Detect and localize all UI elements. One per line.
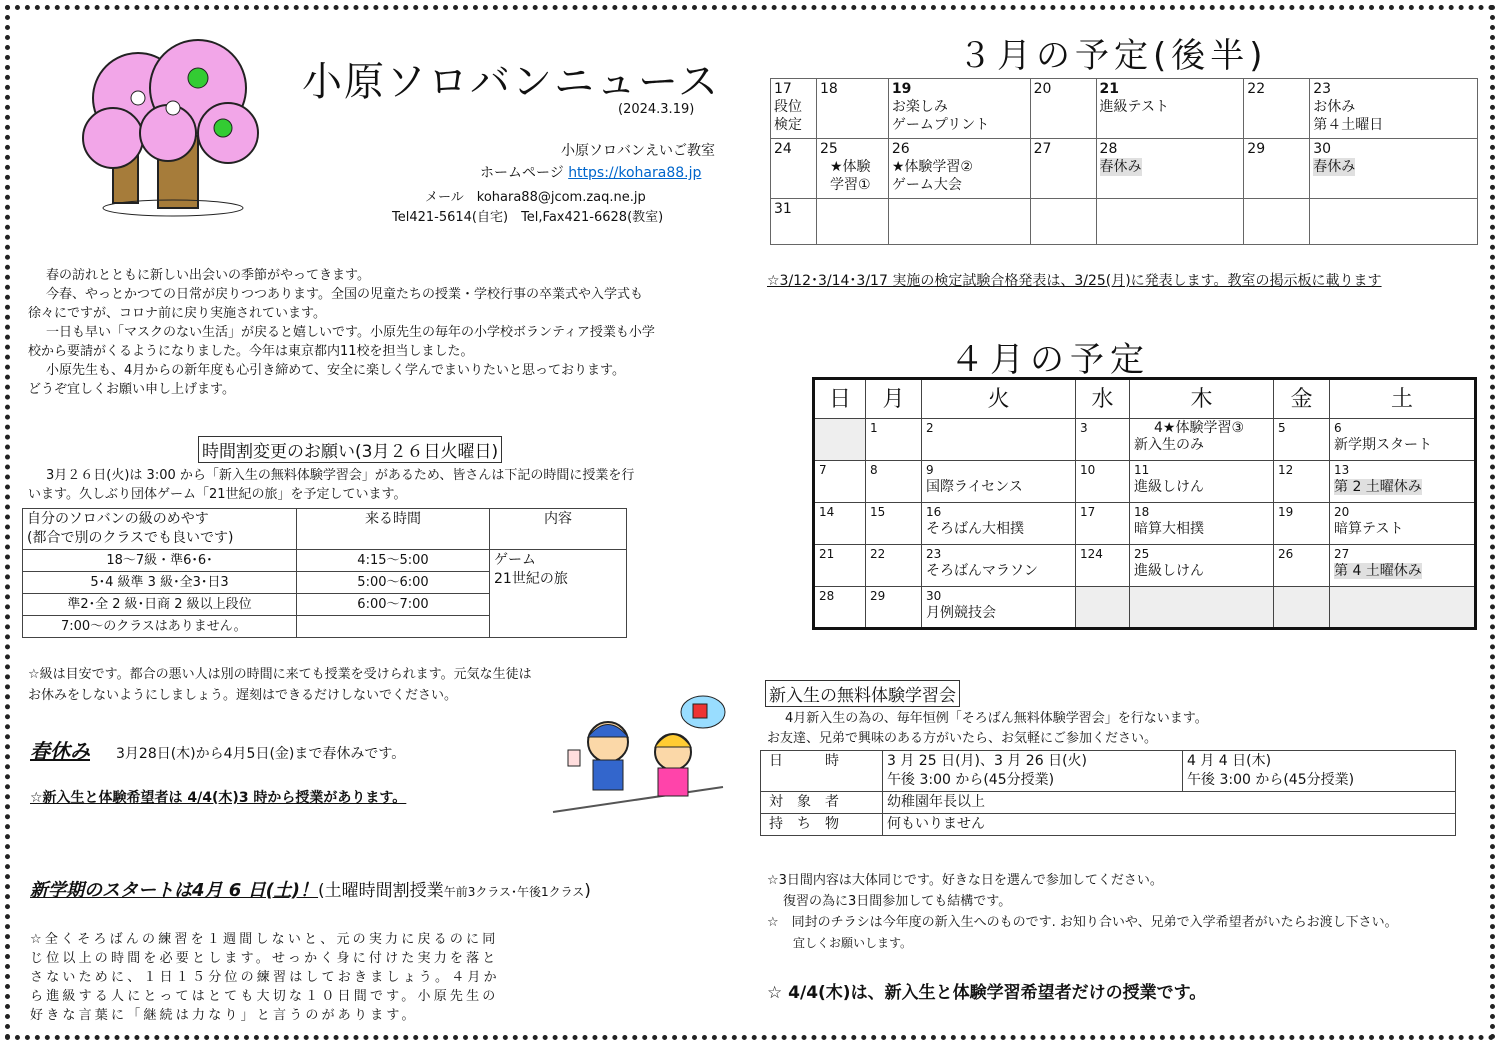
th-level: 自分のソロバンの級のめやす (27, 511, 209, 527)
march-day-cell (1096, 139, 1244, 199)
april-day-cell (1076, 587, 1130, 629)
change-line: います。久しぶり団体ゲーム「21世紀の旅」を予定しています。 (28, 487, 407, 502)
march-day-cell (1096, 199, 1244, 245)
march-day-cell (816, 199, 888, 245)
april-day-cell (1274, 587, 1330, 629)
day-number: 7 (819, 463, 827, 477)
new-term-detail: 午前3クラス･午後1クラス (443, 885, 585, 899)
march-day-cell (816, 139, 888, 199)
homepage-link[interactable]: https://kohara88.jp (568, 165, 702, 181)
target-label: 対 象 者 (761, 792, 883, 814)
day-event: 第 2 土曜休み (1334, 479, 1422, 495)
weekday-header: 土 (1330, 379, 1476, 419)
april-calendar (812, 377, 1477, 630)
april-day-cell (922, 503, 1076, 545)
date-label: 日 時 (761, 751, 883, 792)
april-day-cell (866, 503, 922, 545)
row-time (297, 616, 490, 638)
march-day-cell (888, 199, 1030, 245)
day-event: そろばんマラソン (926, 563, 1038, 579)
april-day-cell (814, 545, 866, 587)
day-number: 12 (1278, 463, 1294, 477)
homepage-label: ホームページ (480, 165, 564, 181)
day-number: 22 (1247, 81, 1266, 97)
new-term-title: 新学期のスタートは4月 6 日(土)！ (30, 880, 319, 901)
homepage-line (480, 163, 701, 184)
tel-line: Tel421-5614(自宅) Tel,Fax421-6628(教室) (392, 210, 664, 225)
day-event: 暗算大相撲 (1134, 521, 1204, 537)
day-number: 23 (926, 547, 942, 561)
row-time: 4:15～5:00 (297, 550, 490, 572)
intro-line: 校から要請がくるようになりました。今年は東京都内11校を担当しました。 (28, 344, 474, 359)
row-level: 18～7級・準6･6･ (23, 550, 297, 572)
content-line: ゲーム (494, 552, 536, 568)
trial-note: ☆3日間内容は大体同じです。好きな日を選んで参加してください。 (767, 873, 1163, 888)
day-event: 春休み (1313, 159, 1356, 175)
practice-advice (30, 930, 740, 1025)
day-number: 14 (819, 505, 835, 519)
day-number: 24 (774, 141, 792, 157)
th-content: 内容 (490, 509, 627, 550)
mail-label: メール (425, 190, 464, 205)
weekday-header: 火 (922, 379, 1076, 419)
target-value: 幼稚園年長以上 (883, 792, 1456, 814)
april-day-cell (814, 461, 866, 503)
day-event: 国際ライセンス (926, 479, 1023, 495)
advice-line: ☆全くそろばんの練習を１週間しないと、元の実力に戻るのに同 (30, 932, 499, 947)
day-number: 30 (926, 589, 942, 603)
april-day-cell (1274, 545, 1330, 587)
march-day-cell (1030, 139, 1096, 199)
day-number: 19 (1278, 505, 1294, 519)
newsletter-title: 小原ソロバンニュース (302, 59, 720, 105)
day-number: 18 (1134, 505, 1150, 519)
april-day-cell (866, 419, 922, 461)
april-title: ４月の予定 (950, 340, 1150, 380)
day-number: 124 (1080, 547, 1103, 561)
weekday-header: 日 (814, 379, 866, 419)
march-day-cell (888, 139, 1030, 199)
trial-note: ☆ 同封のチラシは今年度の新入生へのものです. お知り合いや、兄弟で入学希望者がいたらお渡し下さい。 (767, 915, 1398, 930)
note-line: ☆級は目安です。都合の悪い人は別の時間に来ても授業を受けられます。元気な生徒は (28, 667, 532, 682)
april-day-cell (1076, 503, 1130, 545)
april-day-cell (1274, 461, 1330, 503)
april-day-cell (922, 545, 1076, 587)
day-number: 4★体験学習③ (1154, 420, 1245, 436)
row-time: 5:00～6:00 (297, 572, 490, 594)
day-number: 8 (870, 463, 878, 477)
day-number: 1 (870, 421, 878, 435)
day-event: お楽しみ (891, 99, 948, 115)
march-day-cell (1310, 79, 1478, 139)
intro-line: 小原先生も、4月からの新年度も心引き締めて、安全に楽しく学んでまいりたいと思っております。 (46, 363, 625, 378)
april-day-cell (1130, 545, 1274, 587)
advice-line: 好きな言葉に「継続は力なり」と言うのがあります。 (30, 1008, 418, 1023)
trial-date-2: 4 月 4 日(木) (1187, 753, 1272, 769)
day-event: 第 4 土曜休み (1334, 563, 1422, 579)
change-line: 3月２６日(火)は 3:00 から「新入生の無料体験学習会」があるため、皆さんは下記の時間に授業を行 (46, 468, 635, 483)
april-day-cell (814, 503, 866, 545)
day-event: 新学期スタート (1334, 437, 1432, 453)
day-event: 進級しけん (1134, 479, 1204, 495)
th-level-note: (都合で別のクラスでも良いです) (27, 530, 234, 546)
day-number: 29 (870, 589, 886, 603)
april-day-cell (814, 419, 866, 461)
intro-line: 一日も早い「マスクのない生活」が戻ると嬉しいです。小原先生の毎年の小学校ボランティア授業も小学 (46, 325, 655, 340)
day-number: 3 (1080, 421, 1088, 435)
row-level: 7:00～のクラスはありません。 (23, 616, 297, 638)
april-day-cell (814, 587, 866, 629)
day-number: 25 (1134, 547, 1150, 561)
march-day-cell (771, 139, 817, 199)
day-number: 15 (870, 505, 886, 519)
intro-text (28, 266, 740, 399)
note-line: お休みをしないようにしましょう。遅刻はできるだけしないでください。 (28, 688, 458, 703)
april-day-cell (922, 587, 1076, 629)
weekday-header: 月 (866, 379, 922, 419)
day-event: ゲーム大会 (891, 177, 962, 193)
march-day-cell (1244, 139, 1310, 199)
trial-line: 4月新入生の為の、毎年恒例「そろばん無料体験学習会」を行ないます。 (785, 711, 1208, 726)
trial-time-1: 午後 3:00 から(45分授業) (887, 772, 1055, 788)
spring-label: 春休み (30, 739, 90, 763)
spring-text: 3月28日(木)から4月5日(金)まで春休みです。 (116, 746, 406, 762)
april-day-cell (866, 587, 922, 629)
day-event: 第４土曜日 (1313, 117, 1384, 133)
april-day-cell (1330, 419, 1476, 461)
time-change-table (22, 508, 627, 638)
day-number: 31 (774, 201, 792, 217)
intro-line: 徐々にですが、コロナ前に戻り実施されています。 (28, 306, 326, 321)
april-day-cell (1274, 503, 1330, 545)
day-number: 18 (819, 81, 838, 97)
new-student-note: ☆新入生と体験希望者は 4/4(木)3 時から授業があります。 (30, 790, 407, 806)
march-day-cell (1096, 79, 1244, 139)
intro-line: 今春、やっとかつての日常が戻りつつあります。全国の児童たちの授業・学校行事の卒業式や入学式も (46, 287, 643, 302)
day-number: 28 (819, 589, 835, 603)
march-day-cell (1030, 79, 1096, 139)
april-day-cell (1076, 461, 1130, 503)
trial-body (767, 709, 1208, 749)
day-number: 9 (926, 463, 934, 477)
day-number: 26 (891, 141, 910, 157)
advice-line: さないために、１日１５分位の練習はしておきましょう。４月か (30, 970, 500, 985)
day-event: 月例競技会 (926, 605, 996, 621)
april-day-cell (1130, 419, 1274, 461)
trial-date-1: 3 月 25 日(月)、3 月 26 日(火) (887, 753, 1087, 769)
trial-note: 復習の為に3日間参加しても結構です。 (783, 894, 1012, 909)
april-day-cell (922, 419, 1076, 461)
day-event: そろばん大相撲 (926, 521, 1024, 537)
new-term-line (30, 876, 591, 902)
row-time: 6:00～7:00 (297, 594, 490, 616)
advice-line: じ位以上の時間を必要とします。せっかく身に付けた実力を落と (30, 951, 499, 966)
march-day-cell (888, 79, 1030, 139)
day-number: 6 (1334, 421, 1342, 435)
april-day-cell (866, 545, 922, 587)
april-day-cell (1130, 503, 1274, 545)
march-day-cell (1030, 199, 1096, 245)
day-number: 10 (1080, 463, 1096, 477)
weekday-header: 水 (1076, 379, 1130, 419)
march-day-cell (771, 199, 817, 245)
day-number: 27 (1334, 547, 1350, 561)
final-note: ☆ 4/4(木)は、新入生と体験学習希望者だけの授業です。 (767, 983, 1207, 1003)
april-day-cell (1330, 461, 1476, 503)
weekday-header: 木 (1130, 379, 1274, 419)
day-number: 27 (1033, 141, 1052, 157)
day-event: 学習① (829, 177, 871, 193)
spring-break-line (30, 735, 405, 764)
march-day-cell (1244, 79, 1310, 139)
trial-notes (767, 870, 1398, 954)
new-term-paren: (土曜時間割授業 (318, 881, 444, 901)
day-number: 29 (1247, 141, 1266, 157)
day-event: ★体験 (829, 159, 871, 175)
day-event: 新入生のみ (1134, 437, 1204, 453)
april-day-cell (1330, 503, 1476, 545)
day-number: 5 (1278, 421, 1286, 435)
day-number: 30 (1313, 141, 1332, 157)
bring-label: 持 ち 物 (761, 814, 883, 836)
content-line: 21世紀の旅 (494, 571, 568, 587)
weekday-header: 金 (1274, 379, 1330, 419)
day-number: 13 (1334, 463, 1350, 477)
day-number: 26 (1278, 547, 1294, 561)
march-day-cell (1310, 139, 1478, 199)
april-day-cell (1076, 545, 1130, 587)
day-event: お休み (1313, 99, 1356, 115)
day-number: 21 (819, 547, 835, 561)
trial-title: 新入生の無料体験学習会 (765, 680, 960, 707)
day-event: ゲームプリント (891, 117, 990, 133)
day-event: 検定 (774, 117, 802, 133)
day-event: 進級しけん (1134, 563, 1204, 579)
schedule-change-title: 時間割変更のお願い(3月２６日火曜日) (198, 436, 502, 463)
th-time: 来る時間 (297, 509, 490, 550)
advice-line: ら進級する人にとってはとても大切な１０日間です。小原先生の (30, 989, 499, 1004)
day-number: 20 (1334, 505, 1350, 519)
day-number: 28 (1099, 141, 1118, 157)
day-event: 段位 (774, 99, 802, 115)
mail-line (425, 186, 646, 205)
april-day-cell (1130, 587, 1274, 629)
march-calendar (770, 78, 1478, 245)
intro-line: どうぞ宜しくお願い申し上げます。 (28, 382, 235, 397)
march-day-cell (1244, 199, 1310, 245)
day-number: 11 (1134, 463, 1150, 477)
march-exam-note: ☆3/12･3/14･3/17 実施の検定試験合格発表は、3/25(月)に発表します。教室の掲示板に載ります (767, 273, 1382, 289)
day-number: 2 (926, 421, 934, 435)
new-term-close: ) (584, 881, 591, 901)
cherry-tree-illustration (78, 38, 268, 218)
day-number: 22 (870, 547, 886, 561)
march-day-cell (771, 79, 817, 139)
day-number: 25 (819, 141, 838, 157)
day-event: ★体験学習② (891, 159, 973, 175)
april-day-cell (1330, 545, 1476, 587)
school-name: 小原ソロバンえいご教室 (561, 143, 715, 159)
trial-table (760, 750, 1456, 836)
mail-address: kohara88@jcom.zaq.ne.jp (476, 190, 646, 205)
day-number: 16 (926, 505, 942, 519)
day-number: 20 (1033, 81, 1052, 97)
april-day-cell (922, 461, 1076, 503)
row-level: 準2･全 2 級･日商 2 級以上段位 (23, 594, 297, 616)
april-day-cell (1274, 419, 1330, 461)
march-day-cell (816, 79, 888, 139)
day-number: 17 (774, 81, 792, 97)
level-note (28, 664, 532, 706)
intro-line: 春の訪れとともに新しい出会いの季節がやってきます。 (46, 268, 370, 283)
march-title: ３月の予定(後半) (958, 36, 1268, 76)
trial-note: 宜しくお願いします。 (793, 936, 913, 950)
issue-date: (2024.3.19) (618, 102, 695, 117)
students-illustration (548, 692, 728, 820)
schedule-change-body (28, 466, 740, 504)
day-number: 23 (1313, 81, 1332, 97)
row-level: 5･4 級準 3 級･全3･日3 (23, 572, 297, 594)
bring-value: 何もいりません (883, 814, 1456, 836)
day-event: 暗算テスト (1334, 521, 1404, 537)
april-day-cell (1330, 587, 1476, 629)
day-number: 19 (891, 81, 912, 97)
day-event: 進級テスト (1099, 99, 1169, 115)
day-number: 17 (1080, 505, 1096, 519)
april-day-cell (1076, 419, 1130, 461)
march-day-cell (1310, 199, 1478, 245)
trial-time-2: 午後 3:00 から(45分授業) (1187, 772, 1355, 788)
day-number: 21 (1099, 81, 1120, 97)
trial-line: お友達、兄弟で興味のある方がいたら、お気軽にご参加ください。 (767, 731, 1158, 746)
april-day-cell (866, 461, 922, 503)
day-event: 春休み (1099, 159, 1142, 175)
april-day-cell (1130, 461, 1274, 503)
